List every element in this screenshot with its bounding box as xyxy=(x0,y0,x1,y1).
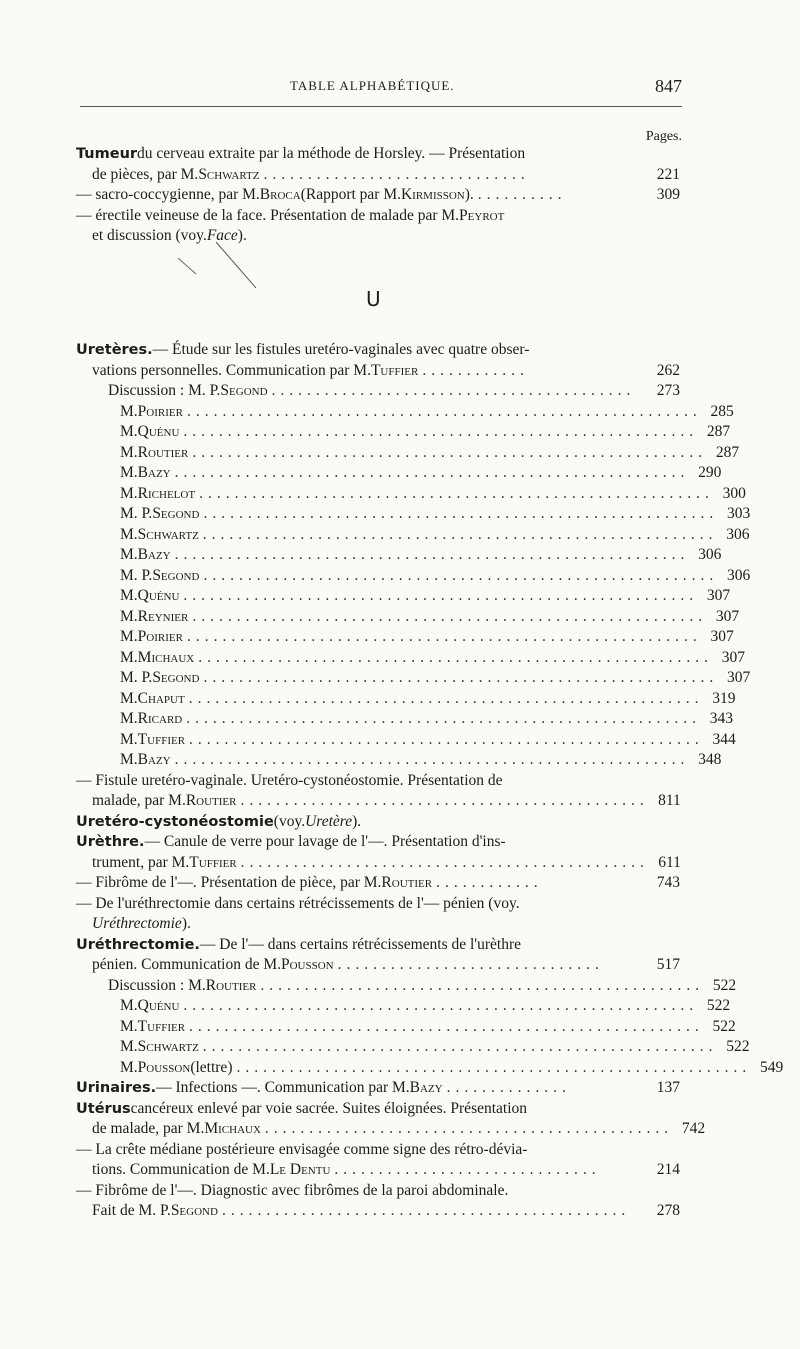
running-title: TABLE ALPHABÉTIQUE. xyxy=(290,78,455,93)
speaker-line: M. Poirier .......................................................... 285 xyxy=(76,402,680,423)
entry-headword: Urèthre. xyxy=(76,834,145,850)
speaker-name: Tuffier xyxy=(137,1017,186,1035)
discussion-speakers xyxy=(76,996,784,1078)
speaker-line: M. Richelot .......................................................... 300 xyxy=(76,484,680,505)
speaker-line: M. Ricard .......................................................... 343 xyxy=(76,709,680,730)
page-ref: 137 xyxy=(656,1079,680,1096)
index-line: et discussion (voy. Face ). xyxy=(92,227,247,244)
index-line: Uretéro-cystonéostomie (voy. Uretère ). xyxy=(76,812,680,833)
index-line: — La crête médiane postérieure envisagée comme signe des rétro-dévia- xyxy=(76,1140,528,1158)
speaker-line: M. Routier .......................................................... 287 xyxy=(76,443,680,464)
speaker-name: Segond xyxy=(152,669,200,686)
speaker-line: M. P. Segond .......................................................... 306 xyxy=(76,566,680,587)
speaker-line: M. Bazy .......................................................... 306 xyxy=(76,545,680,566)
page-ref: 278 xyxy=(656,1202,680,1219)
speaker-name: Reynier xyxy=(137,607,189,625)
page-ref: 522 xyxy=(726,1038,750,1055)
speaker-name: Ricard xyxy=(137,710,183,727)
index-line: pénien. Communication de M. Pousson .............................. 517 xyxy=(76,955,680,976)
index-line: — érectile veineuse de la face. Présentation de malade par M. Peyrot xyxy=(76,206,505,224)
index-line: tions. Communication de M. Le Dentu .............................. 214 xyxy=(76,1160,680,1181)
speaker-line: M. Schwartz .......................................................... 522 xyxy=(76,1037,680,1058)
page-ref: 307 xyxy=(726,669,751,686)
discussion-speakers xyxy=(76,402,751,771)
entry-headword: Uretères. xyxy=(76,342,153,358)
page-ref: 303 xyxy=(726,505,751,522)
speaker-name: Richelot xyxy=(137,484,196,502)
speaker-line: M. Bazy .......................................................... 290 xyxy=(76,463,680,484)
speaker-name: Poirier xyxy=(137,628,183,645)
index-line: — De l'uréthrectomie dans certains rétrécissements de l'— pénien (voy. xyxy=(76,894,520,912)
speaker-name: Schwartz xyxy=(137,1038,199,1055)
page-ref: 307 xyxy=(715,607,740,625)
index-line: Uréthrectomie. — De l'— dans certains rétrécissements de l'urèthre xyxy=(76,935,680,956)
speaker-name: Poirier xyxy=(137,402,183,420)
speaker-line: M. P. Segond .......................................................... 307 xyxy=(76,668,680,689)
page-ref: 300 xyxy=(722,484,746,502)
pencil-mark xyxy=(176,240,266,290)
speaker-line: M. Tuffier .......................................................... 522 xyxy=(76,1017,680,1038)
speaker-line: M. Quénu .......................................................... 522 xyxy=(76,996,680,1017)
speaker-line: M. P. Segond .......................................................... 303 xyxy=(76,504,680,525)
page-ref: 306 xyxy=(726,566,751,584)
index-line: — Fistule uretéro-vaginale. Uretéro-cystonéostomie. Présentation de xyxy=(76,771,503,789)
page-ref: 287 xyxy=(715,443,740,461)
speaker-name: Bazy xyxy=(137,464,171,481)
section-letter: U xyxy=(366,287,381,311)
speaker-line: M. Pousson (lettre) .......................................................... 549 xyxy=(76,1058,680,1079)
entry-headword: Uréthrectomie. xyxy=(76,936,200,953)
speaker-name: Tuffier xyxy=(137,730,186,748)
page-ref: 214 xyxy=(656,1161,680,1178)
tumeur-entry xyxy=(76,144,680,247)
page-ref: 811 xyxy=(658,792,681,809)
entry-headword: Uretéro-cystonéostomie xyxy=(76,813,274,830)
speaker-name: Segond xyxy=(152,566,200,584)
index-line: Uréthrectomie ). xyxy=(92,915,191,932)
page-ref: 309 xyxy=(656,186,680,203)
page-ref: 290 xyxy=(698,464,722,481)
page-ref: 262 xyxy=(656,361,680,379)
page-ref: 307 xyxy=(721,648,745,666)
speaker-name: Chaput xyxy=(137,689,185,707)
speaker-name: Quénu xyxy=(137,997,180,1014)
page-ref: 742 xyxy=(681,1120,706,1137)
index-line: — Fibrôme de l'—. Présentation de pièce, par M. Routier ............ 743 xyxy=(76,873,680,894)
page-ref: 517 xyxy=(656,956,680,973)
index-line: Tumeur du cerveau extraite par la méthode de Horsley. — Présentation xyxy=(76,144,680,165)
page-ref: 343 xyxy=(709,710,733,727)
index-line: Discussion : M. P. Segond ......................................... 273 xyxy=(76,381,680,402)
speaker-name: Schwartz xyxy=(137,525,199,543)
speaker-name: Quénu xyxy=(137,587,180,604)
page-ref: 287 xyxy=(706,423,731,440)
page-ref: 522 xyxy=(712,976,737,994)
index-line: — Fibrôme de l'—. Diagnostic avec fibrômes de la paroi abdominale. xyxy=(76,1181,509,1199)
index-line: Fait de M. P. Segond .............................................. 278 xyxy=(76,1201,680,1222)
speaker-line: M. Tuffier .......................................................... 344 xyxy=(76,730,680,751)
page-ref: 522 xyxy=(712,1017,736,1035)
entry-headword: Urinaires. xyxy=(76,1080,157,1096)
speaker-line: M. Michaux .......................................................... 307 xyxy=(76,648,680,669)
index-line: de pièces, par M. Schwartz .............................. 221 xyxy=(76,165,680,186)
speaker-name: Routier xyxy=(137,443,189,461)
page-ref: 344 xyxy=(712,730,736,748)
page-ref: 307 xyxy=(710,628,734,645)
page-ref: 549 xyxy=(759,1058,784,1076)
page-ref: 306 xyxy=(698,546,722,563)
speaker-name: Michaux xyxy=(137,648,195,666)
speaker-name: Bazy xyxy=(137,546,171,563)
entry-headword: Utérus xyxy=(76,1100,131,1117)
speaker-line: M. Poirier .......................................................... 307 xyxy=(76,627,680,648)
speaker-name: Pousson xyxy=(137,1058,191,1076)
speaker-line: M. Quénu .......................................................... 287 xyxy=(76,422,680,443)
page-ref: 306 xyxy=(726,525,750,543)
header-rule xyxy=(80,106,682,107)
index-line: malade, par M. Routier .............................................. 811 xyxy=(76,791,680,812)
page-ref: 273 xyxy=(656,382,680,399)
entry-headword: Tumeur xyxy=(76,146,138,162)
page-ref: 743 xyxy=(656,874,680,891)
index-line: Utérus cancéreux enlevé par voie sacrée. Suites éloignées. Présentation xyxy=(76,1099,680,1120)
speaker-line: M. Schwartz .......................................................... 306 xyxy=(76,525,680,546)
page-ref: 348 xyxy=(698,751,722,768)
ureteres-entry xyxy=(76,340,784,1222)
page-ref: 319 xyxy=(712,689,736,707)
speaker-name: Quénu xyxy=(137,423,180,440)
page-ref: 221 xyxy=(656,165,680,183)
index-line: Uretères. — Étude sur les fistules uretéro-vaginales avec quatre obser- xyxy=(76,340,680,361)
page-ref: 611 xyxy=(658,853,681,871)
index-line: Discussion : M. Routier .................................................. 522 xyxy=(76,976,680,997)
index-line: trument, par M. Tuffier .............................................. 611 xyxy=(76,853,680,874)
index-line: Urèthre. — Canule de verre pour lavage de l'—. Présentation d'ins- xyxy=(76,832,680,853)
page-ref: 522 xyxy=(706,997,731,1014)
page-number: 847 xyxy=(655,76,682,96)
index-line: — sacro-coccygienne, par M. Broca (Rapport par M. Kirmisson ). .......... 309 xyxy=(76,185,680,206)
speaker-line: M. Quénu .......................................................... 307 xyxy=(76,586,680,607)
index-line: Urinaires. — Infections —. Communication par M. Bazy .............. 137 xyxy=(76,1078,680,1099)
speaker-name: Bazy xyxy=(137,751,171,768)
index-line: vations personnelles. Communication par M. Tuffier ............ 262 xyxy=(76,361,680,382)
speaker-line: M. Chaput .......................................................... 319 xyxy=(76,689,680,710)
running-header xyxy=(80,76,682,100)
speaker-name: Segond xyxy=(152,505,200,522)
speaker-line: M. Bazy .......................................................... 348 xyxy=(76,750,680,771)
pages-column-label: Pages. xyxy=(645,129,682,144)
page-ref: 285 xyxy=(710,402,734,420)
index-line: de malade, par M. Michaux .............................................. 742 xyxy=(76,1119,680,1140)
speaker-line: M. Reynier .......................................................... 307 xyxy=(76,607,680,628)
page-ref: 307 xyxy=(706,587,731,604)
